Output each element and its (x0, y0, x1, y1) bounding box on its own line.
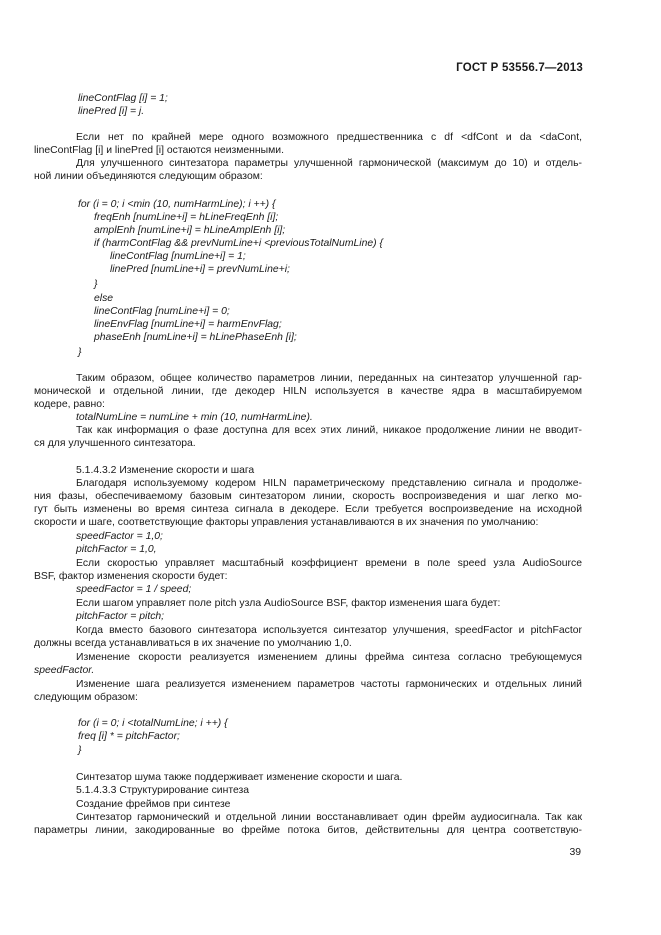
paragraph-line: BSF, фактор изменения скорости будет: (34, 571, 228, 582)
paragraph-line: Синтезатор шума также поддерживает изменение скорости и шага. (76, 772, 403, 783)
code-line: lineContFlag [i] = 1; (78, 93, 168, 104)
code-line: linePred [i] = j. (78, 106, 145, 117)
paragraph-line: Изменение скорости реализуется изменением длины фрейма синтеза согласно требующемуся (76, 652, 582, 663)
code-line: if (harmContFlag && prevNumLine+i <previousTotalNumLine) { (94, 238, 383, 249)
paragraph-line: скорости и шаге, соответствующие факторы управления устанавливаются в их значения по умолчанию: (34, 517, 539, 528)
code-line: lineContFlag [numLine+i] = 0; (94, 306, 230, 317)
paragraph-line: lineContFlag [i] и linePred [i] остаются неизменными. (34, 145, 284, 156)
section-heading: 5.1.4.3.2 Изменение скорости и шага (76, 465, 255, 476)
paragraph-line: кодере, равно: (34, 399, 105, 410)
formula-line: speedFactor = 1,0; (76, 531, 163, 542)
subsection-heading: Создание фреймов при синтезе (76, 799, 231, 810)
paragraph-line: должны всегда устанавливаться в их значение по умолчанию 1,0. (34, 638, 352, 649)
paragraph-line: ся для улучшенного синтезатора. (34, 438, 196, 449)
paragraph-line: следующим образом: (34, 692, 138, 703)
paragraph-line: speedFactor. (34, 665, 95, 676)
paragraph-line: Если скоростью управляет масштабный коэффициент времени в поле speed узла AudioSource (76, 558, 582, 569)
paragraph-line: гут быть изменены во время синтеза сигнала в декодере. Если требуется воспроизведение на исходной (34, 504, 582, 515)
paragraph-line: Изменение шага реализуется изменением параметров частоты гармонических и отдельных линий (76, 679, 582, 690)
paragraph-line: Для улучшенного синтезатора параметры улучшенной гармонической (максимум до 10) и отдель- (76, 158, 582, 169)
code-line: linePred [numLine+i] = prevNumLine+i; (110, 264, 290, 275)
paragraph-line: ной линии объединяются следующим образом: (34, 171, 263, 182)
code-line: for (i = 0; i <min (10, numHarmLine); i ++) { (78, 199, 276, 210)
paragraph-line: монической и отдельной линии, где декодер HILN используется в качестве ядра в масштабируемом (34, 386, 582, 397)
formula-line: pitchFactor = 1,0, (76, 544, 157, 555)
code-line: phaseEnh [numLine+i] = hLinePhaseEnh [i]; (94, 332, 297, 343)
paragraph-line: Таким образом, общее количество параметров линии, переданных на синтезатор улучшенной гар- (76, 373, 582, 384)
paragraph-line: Если шагом управляет поле pitch узла AudioSource BSF, фактор изменения шага будет: (76, 598, 501, 609)
paragraph-line: Так как информация о фазе доступна для всех этих линий, никакое продолжение линии не вводит- (76, 425, 582, 436)
code-line: for (i = 0; i <totalNumLine; i ++) { (78, 718, 228, 729)
code-line: freqEnh [numLine+i] = hLineFreqEnh [i]; (94, 212, 279, 223)
code-line: } (78, 347, 82, 358)
paragraph-line: Когда вместо базового синтезатора используется синтезатор улучшения, speedFactor и pitchFactor (76, 625, 582, 636)
formula-line: totalNumLine = numLine + min (10, numHarmLine). (76, 412, 313, 423)
page-number: 39 (569, 847, 581, 858)
code-line: else (94, 293, 114, 304)
paragraph-line: параметры линии, закодированные во фрейме потока битов, действительны для центра соответствую- (34, 825, 582, 836)
document-header: ГОСТ Р 53556.7—2013 (456, 62, 583, 74)
code-line: lineContFlag [numLine+i] = 1; (110, 251, 246, 262)
formula-line: speedFactor = 1 / speed; (76, 584, 192, 595)
section-heading: 5.1.4.3.3 Структурирование синтеза (76, 785, 250, 796)
paragraph-line: ния фазы, обеспечиваемому базовым синтезатором линии, скорость воспроизведения и шаг легко мо- (34, 491, 582, 502)
code-line: } (94, 279, 98, 290)
paragraph-line: Если нет по крайней мере одного возможного предшественника с df <dfCont и da <daCont, (76, 132, 582, 143)
code-line: amplEnh [numLine+i] = hLineAmplEnh [i]; (94, 225, 286, 236)
formula-line: pitchFactor = pitch; (76, 611, 165, 622)
code-line: freq [i] * = pitchFactor; (78, 731, 180, 742)
code-line: lineEnvFlag [numLine+i] = harmEnvFlag; (94, 319, 282, 330)
paragraph-line: Синтезатор гармонический и отдельной линии восстанавливает один фрейм аудиосигнала. Так как (76, 812, 582, 823)
code-line: } (78, 745, 82, 756)
paragraph-line: Благодаря используемому кодером HILN параметрическому представлению сигнала и продолже- (76, 478, 582, 489)
